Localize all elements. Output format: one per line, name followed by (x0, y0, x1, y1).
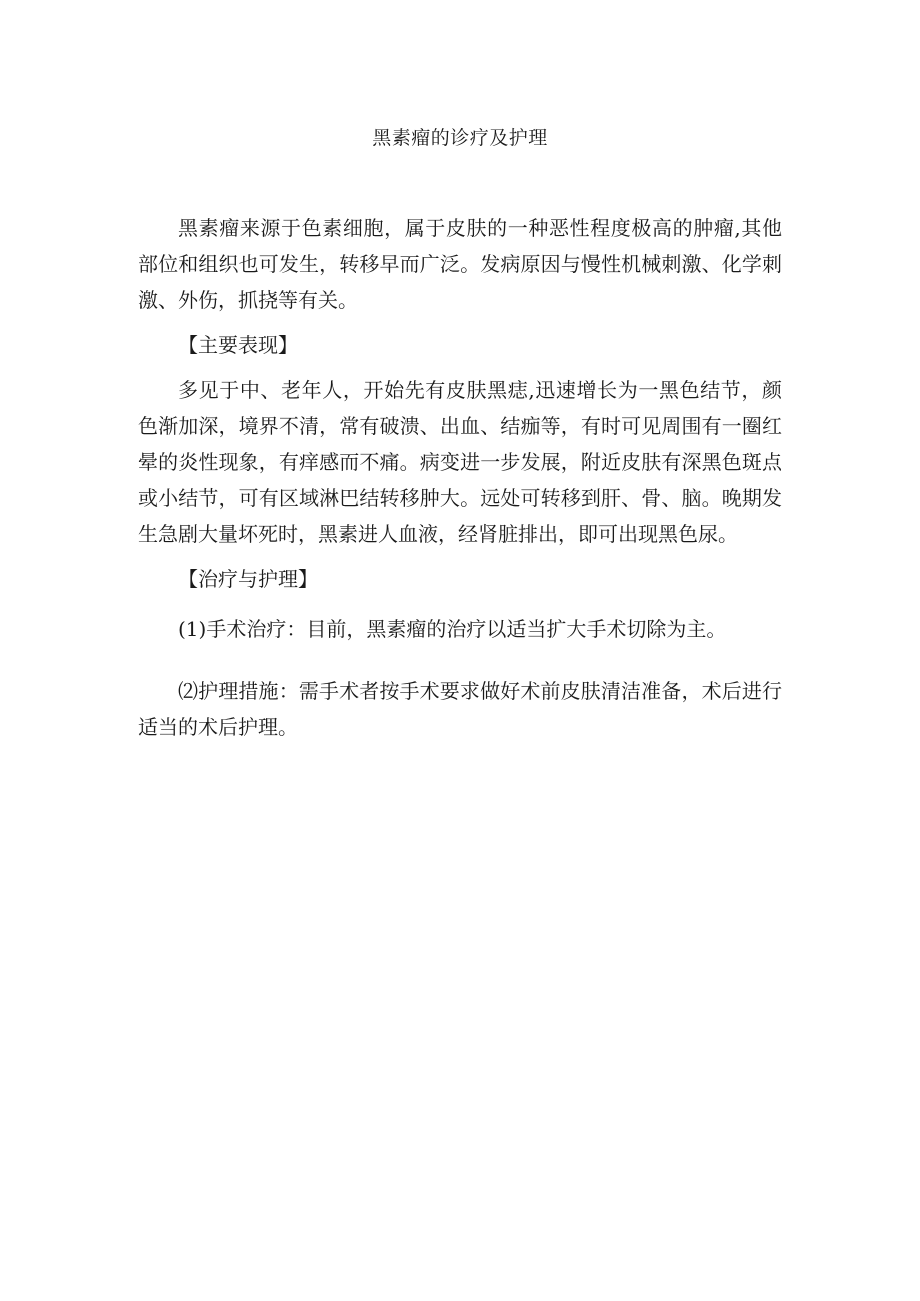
spacer (138, 363, 782, 372)
spacer (138, 318, 782, 327)
main-symptoms-paragraph: 多见于中、老年人，开始先有皮肤黑痣,迅速增长为一黑色结节，颜色渐加深，境界不清，常有破溃、出血、结痂等，有时可见周围有一圈红晕的炎性现象，有痒感而不痛。病变进一步发展，附近皮肤有深黑色斑点或小结节，可有区域淋巴结转移肿大。远处可转移到肝、骨、脑。晚期发生急剧大量坏死时，黑素进人血液，经肾脏排出，即可出现黑色尿。 (138, 378, 782, 546)
section-heading-main-symptoms: 【主要表现】 (178, 333, 298, 357)
treatment-item-2: ⑵护理措施：需手术者按手术要求做好术前皮肤清洁准备，术后进行适当的术后护理。 (138, 679, 782, 739)
intro-paragraph: 黑素瘤来源于色素细胞，属于皮肤的一种恶性程度极高的肿瘤,其他部位和组织也可发生，转移早而广泛。发病原因与慢性机械刺激、化学刺激、外伤，抓挠等有关。 (138, 216, 782, 312)
spacer (138, 647, 782, 673)
spacer (138, 552, 782, 561)
document-body (138, 210, 782, 745)
document-title: 黑素瘤的诊疗及护理 (372, 127, 548, 149)
spacer (138, 597, 782, 611)
treatment-item-1: (1)手术治疗：目前，黑素瘤的治疗以适当扩大手术切除为主。 (178, 617, 727, 641)
section-heading-treatment-care: 【治疗与护理】 (178, 567, 318, 591)
